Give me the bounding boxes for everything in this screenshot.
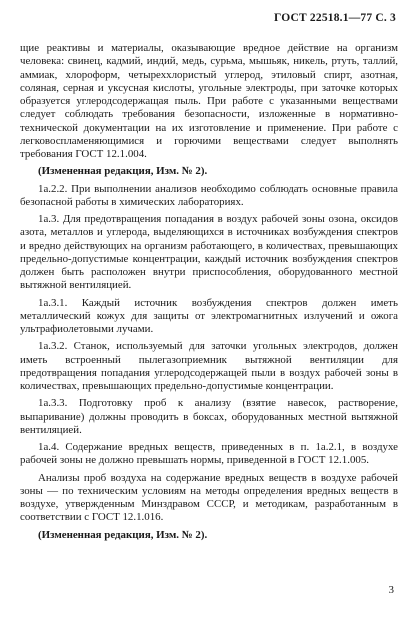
paragraph-1a-3: 1а.3. Для предотвращения попадания в воздух рабочей зоны озона, оксидов азота, металлов и углерода, выделяющихся в источниках возбуждения спектров и вредно действующих на организм работающего, в количествах, превышающих предельно-допустимые концентрации, каждый источник возбуждения спектров должен быть расположен внутри приспособления, оборудованного местной вытяжной вентиляцией. (20, 213, 398, 292)
paragraph-1a-3-1: 1а.3.1. Каждый источник возбуждения спектров должен иметь металлический кожух для защиты от электромагнитных излучений и ожога ультрафиолетовыми лучами. (20, 296, 398, 335)
paragraph-hazardous-substances: щие реактивы и материалы, оказывающие вредное действие на организм человека: свинец, кадмий, индий, медь, сурьма, мышьяк, никель, ртуть, таллий, аммиак, хлороформ, четыреххлористый углерод, этиловый спирт, азотная, соляная, серная и уксусная кислоты, угольные электроды, при заточке которых образуется углеродсодержащая пыль. При работе с указанными веществами следует соблюдать требования безопасности, изложенные в нормативно-технической документации на их изготовление и применение. При работе с легковоспламеняющимися и горючими веществами следует выполнять требования ГОСТ 12.1.004. (20, 42, 398, 160)
paragraph-1a-3-2: 1а.3.2. Станок, используемый для заточки угольных электродов, должен иметь встроенный пылегазоприемник вытяжной вентиляции для предотвращения попадания углеродсодержащей пыли в воздух рабочей зоны в количествах, превышающих предельно-допустимые концентрации. (20, 340, 398, 392)
document-body (20, 42, 398, 546)
paragraph-1a-3-3: 1а.3.3. Подготовку проб к анализу (взятие навесок, растворение, выпаривание) должны проводить в боксах, оборудованных местной вытяжной вентиляцией. (20, 397, 398, 436)
standard-header: ГОСТ 22518.1—77 С. 3 (273, 12, 396, 24)
paragraph-1a-4: 1а.4. Содержание вредных веществ, приведенных в п. 1а.2.1, в воздухе рабочей зоны не должно превышать нормы, приведенной в ГОСТ 12.1.005. (20, 441, 398, 467)
paragraph-1a-2-2: 1а.2.2. При выполнении анализов необходимо соблюдать основные правила безопасной работы в химических лабораториях. (20, 182, 398, 208)
page-number: 3 (388, 584, 394, 596)
paragraph-air-analysis: Анализы проб воздуха на содержание вредных веществ в воздухе рабочей зоны — по техническим условиям на методы определения вредных веществ в воздухе, утвержденным Минздравом СССР, и методикам, разработанным в соответствии с ГОСТ 12.1.016. (20, 471, 398, 524)
amendment-note: (Измененная редакция, Изм. № 2). (38, 528, 208, 541)
amendment-note: (Измененная редакция, Изм. № 2). (38, 165, 208, 178)
